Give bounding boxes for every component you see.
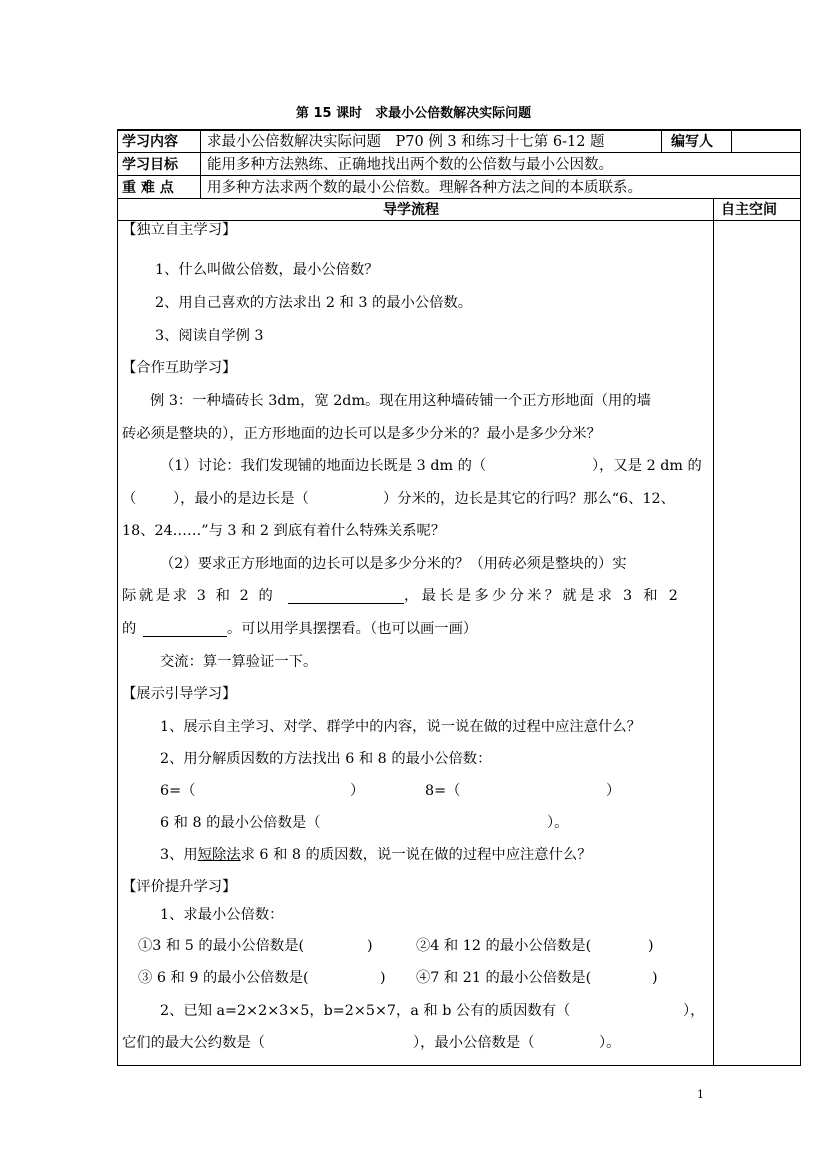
guided-q1: 1、展示自主学习、对学、群学中的内容，说一说在做的过程中应注意什么？ — [160, 719, 641, 735]
section-title-guided: 【展示引导学习】 — [122, 686, 237, 702]
eval-q2-line2c: ）。 — [599, 1035, 621, 1051]
eval-d-end: ) — [652, 970, 658, 986]
requirement-2a: 际就是求 3 和 2 的 — [122, 588, 276, 604]
short-division-link[interactable]: 短除法 — [197, 847, 241, 863]
question-1: 1、什么叫做公倍数，最小公倍数？ — [155, 262, 379, 278]
guided-q2: 2、用分解质因数的方法找出 6 和 8 的最小公倍数： — [160, 751, 492, 767]
lcm-open: 6 和 8 的最小公倍数是（ — [160, 815, 321, 831]
discussion-2b: ），最小的是边长是（ — [173, 491, 309, 507]
page-title: 第 15 课时 求最小公倍数解决实际问题 — [295, 106, 532, 121]
eval-b-end: ) — [648, 938, 654, 954]
table-border-right — [800, 129, 801, 1066]
exchange-line: 交流：算一算验证一下。 — [160, 654, 318, 670]
eq-8-close: ） — [606, 783, 621, 799]
eval-b: ②4 和 12 的最小公倍数是( — [416, 938, 592, 954]
requirement-3a: 的 — [122, 621, 137, 637]
eval-a: ①3 和 5 的最小公倍数是( — [138, 938, 305, 954]
lcm-close: ）。 — [547, 815, 569, 831]
eval-q2-line1: 2、已知 a=2×2×3×5，b=2×5×7，a 和 b 公有的质因数有（ — [160, 1003, 571, 1019]
guided-q3-prefix: 3、用 — [160, 847, 198, 863]
eq-6-open: 6=（ — [160, 783, 196, 799]
col-divider — [731, 129, 732, 153]
column-header-flow: 导学流程 — [383, 202, 439, 218]
blank-line — [288, 603, 404, 604]
column-header-space: 自主空间 — [721, 202, 777, 218]
question-2: 2、用自己喜欢的方法求出 2 和 3 的最小公倍数。 — [155, 295, 473, 311]
eval-q2-line2a: 它们的最大公约数是（ — [122, 1035, 265, 1051]
eval-q1: 1、求最小公倍数： — [160, 907, 284, 923]
table-border-left — [117, 129, 118, 1066]
requirement-2b: ，最长是多少分米？就是求 3 和 2 — [404, 588, 682, 604]
label-editor: 编写人 — [671, 134, 713, 150]
col-divider — [200, 129, 201, 199]
question-3: 3、阅读自学例 3 — [155, 328, 264, 344]
col-divider — [661, 129, 662, 153]
table-border-bottom — [117, 1065, 801, 1066]
eq-8-open: 8=（ — [425, 783, 461, 799]
requirement-1: （2）要求正方形地面的边长可以是多少分米的？（用砖必须是整块的）实 — [160, 556, 627, 572]
discussion-3: 18、24……”与 3 和 2 到底有着什么特殊关系呢？ — [122, 523, 446, 539]
eq-6-close: ） — [350, 783, 365, 799]
guided-q3-suffix: 求 6 和 8 的质因数，说一说在做的过程中应注意什么？ — [240, 847, 592, 863]
section-title-independent: 【独立自主学习】 — [122, 222, 237, 238]
section-title-evaluation: 【评价提升学习】 — [122, 879, 237, 895]
guided-q3 — [160, 845, 592, 865]
eval-a-end: ) — [367, 938, 373, 954]
eval-c-end: ) — [380, 970, 386, 986]
discussion-1b: ），又是 2 dm 的 — [592, 458, 702, 474]
blank-line — [143, 636, 227, 637]
discussion-1a: （1）讨论：我们发现铺的地面边长既是 3 dm 的（ — [160, 458, 487, 474]
example-line-1: 例 3：一种墙砖长 3dm，宽 2dm。现在用这种墙砖铺一个正方形地面（用的墙 — [150, 393, 651, 409]
example-line-2: 砖必须是整块的），正方形地面的边长可以是多少分米的？最小是多少分米？ — [122, 426, 601, 442]
learning-content-value: 求最小公倍数解决实际问题 P70 例 3 和练习十七第 6-12 题 — [207, 134, 605, 150]
eval-d: ④7 和 21 的最小公倍数是( — [416, 970, 592, 986]
col-divider — [713, 198, 714, 1066]
label-learning-goal: 学习目标 — [122, 157, 178, 173]
key-points-value: 用多种方法求两个数的最小公倍数。理解各种方法之间的本质联系。 — [207, 180, 642, 196]
eval-c: ③ 6 和 9 的最小公倍数是( — [138, 970, 309, 986]
label-key-points: 重 难 点 — [122, 180, 174, 196]
discussion-2c: ）分米的，边长是其它的行吗？那么“6、12、 — [383, 491, 675, 507]
requirement-3b: 。可以用学具摆摆看。（也可以画一画） — [227, 621, 478, 637]
learning-goal-value: 能用多种方法熟练、正确地找出两个数的公倍数与最小公因数。 — [207, 157, 613, 173]
eval-q2-line1-end: ）， — [683, 1003, 705, 1019]
discussion-2a: （ — [122, 491, 137, 507]
label-learning-content: 学习内容 — [122, 134, 178, 150]
eval-q2-line2b: ），最小公倍数是（ — [413, 1035, 535, 1051]
page-number: 1 — [697, 1088, 704, 1101]
section-title-cooperative: 【合作互助学习】 — [122, 360, 237, 376]
